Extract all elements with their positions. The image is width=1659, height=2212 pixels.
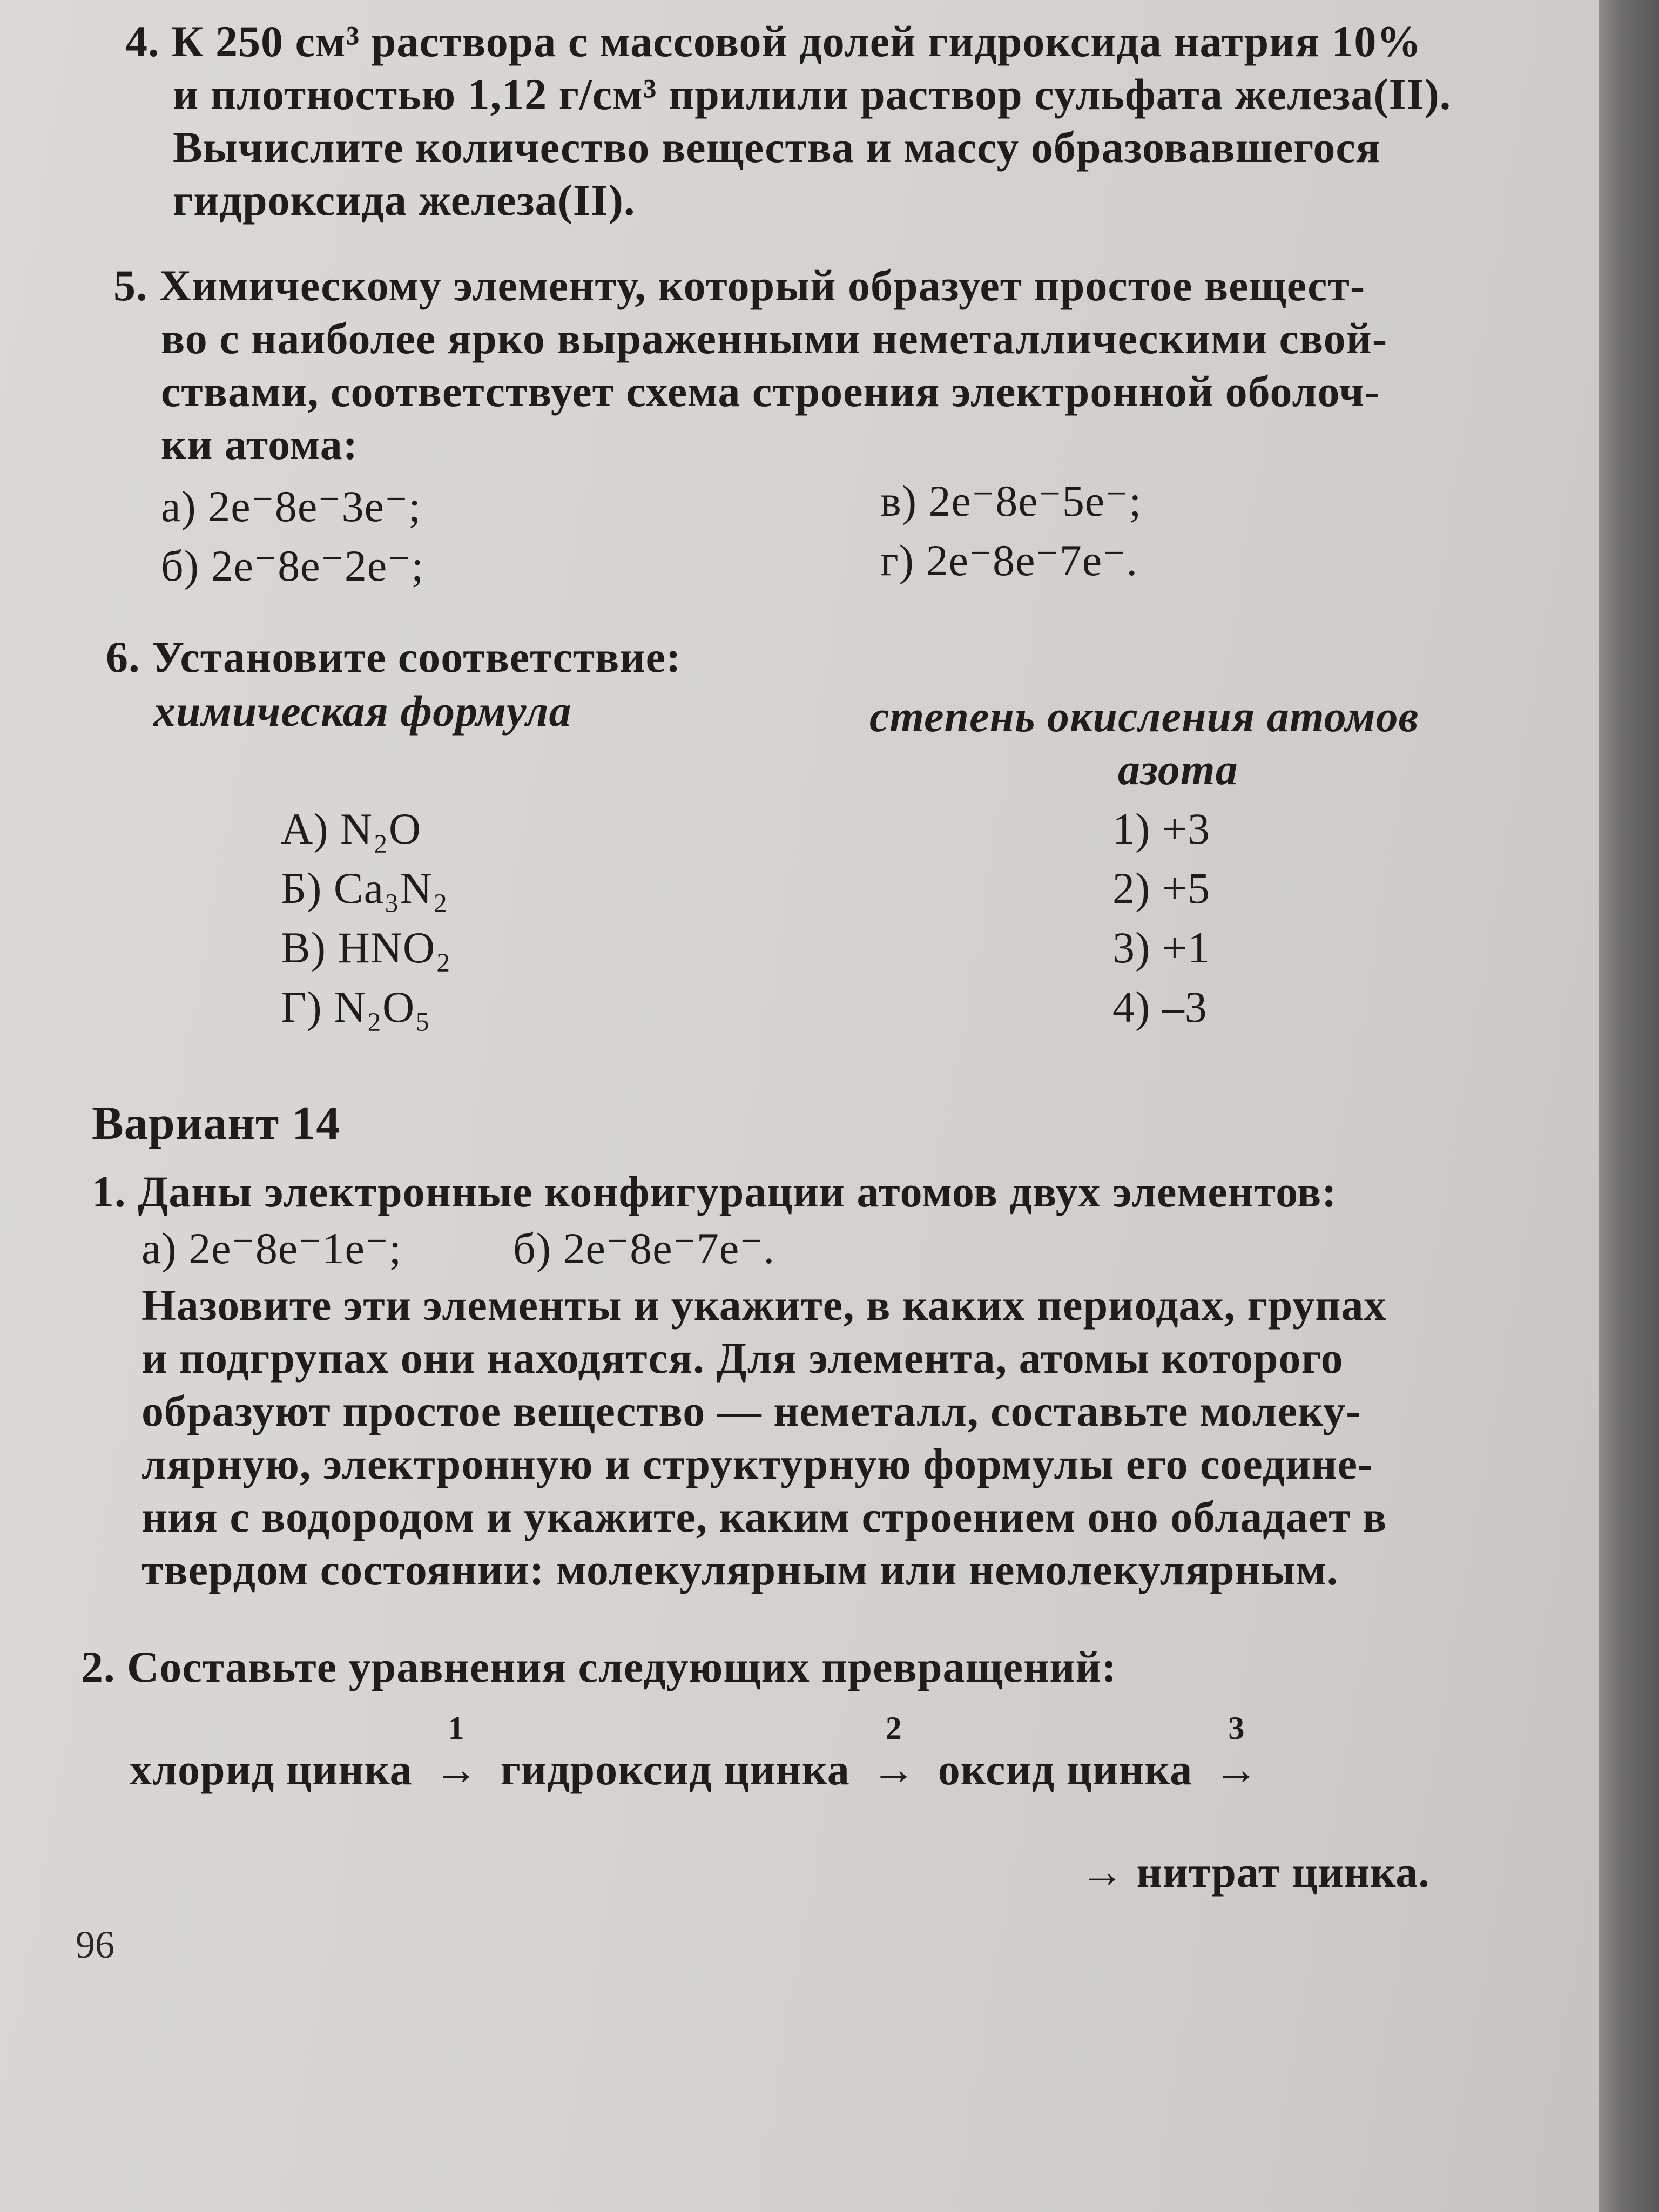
task6-state-1: 1) +3: [1112, 804, 1211, 853]
task5-option-b: б) 2e⁻8e⁻2e⁻;: [161, 541, 424, 590]
task5-number: 5.: [113, 261, 148, 310]
v14-task1-line7: ния с водородом и укажите, каким строением оно обладает в: [141, 1492, 1387, 1541]
task6-formula-g: Г) N₂O₅: [281, 982, 431, 1031]
page-edge-shadow: [1599, 0, 1659, 2212]
task6-state-3: 3) +1: [1112, 923, 1211, 972]
arrow-icon: →: [1214, 1745, 1259, 1794]
v14-task2-chain-end: [1080, 1847, 1430, 1898]
task6-col-right-header-1: степень окисления атомов: [869, 692, 1419, 741]
task6-col-right-header-2: азота: [1118, 745, 1238, 794]
v14-task1-line3: Назовите эти элементы и укажите, в каких периодах, групах: [141, 1280, 1387, 1330]
task5-line3: ствами, соответствует схема строения электронной оболоч-: [161, 367, 1380, 416]
substance-zinc-nitrate: нитрат цинка.: [1136, 1847, 1430, 1897]
task6-col-left-header: химическая формула: [153, 686, 572, 736]
task5-option-a: а) 2e⁻8e⁻3e⁻;: [161, 482, 422, 531]
reaction-number-3: 3: [1228, 1710, 1245, 1746]
arrow-icon: →: [434, 1745, 479, 1794]
v14-task1-option-b: б) 2e⁻8e⁻7e⁻.: [513, 1224, 775, 1273]
substance-zinc-oxide: оксид цинка: [938, 1745, 1193, 1794]
task4-line3: Вычислите количество вещества и массу образовавшегося: [173, 123, 1381, 172]
task5-text-1: Химическому элементу, который образует простое вещест-: [159, 261, 1366, 310]
task6-formula-v: В) HNO₂: [281, 923, 451, 972]
v14-task1-line8: твердом состоянии: молекулярным или немолекулярным.: [141, 1545, 1339, 1594]
reaction-number-2: 2: [885, 1710, 902, 1746]
v14-task1-text-1: Даны электронные конфигурации атомов двух элементов:: [138, 1167, 1337, 1216]
v14-task1-number: 1.: [92, 1167, 126, 1216]
task4-number: 4.: [125, 17, 160, 66]
task5-line4: ки атома:: [161, 420, 359, 469]
v14-task1-line4: и подгрупах они находятся. Для элемента, атомы которого: [141, 1333, 1344, 1382]
v14-task2-number: 2.: [81, 1642, 116, 1691]
substance-zinc-hydroxide: гидроксид цинка: [500, 1745, 850, 1794]
task4-line4: гидроксида железа(II).: [173, 176, 636, 225]
task6-formula-a: А) N₂O: [281, 804, 422, 853]
task6-line1: [106, 632, 681, 683]
variant-title: Вариант 14: [92, 1097, 341, 1150]
task5-option-g: г) 2e⁻8e⁻7e⁻.: [880, 536, 1138, 585]
v14-task2-title: Составьте уравнения следующих превращений:: [127, 1642, 1117, 1691]
task4-line1: [125, 16, 1421, 67]
v14-task1-line1: [92, 1166, 1337, 1217]
v14-task2-line1: [81, 1642, 1117, 1692]
v14-task1-line5: образуют простое вещество — неметалл, составьте молеку-: [141, 1386, 1361, 1435]
v14-task1-line6: лярную, электронную и структурную формулы его соедине-: [141, 1439, 1373, 1488]
arrow-icon: →: [871, 1745, 916, 1794]
task5-line2: во с наиболее ярко выраженными неметаллическими свой-: [161, 314, 1388, 363]
task5-option-v: в) 2e⁻8e⁻5e⁻;: [880, 476, 1142, 525]
reaction-arrow-2: [861, 1710, 926, 1795]
task5-line1: [113, 260, 1365, 311]
task6-number: 6.: [106, 632, 140, 682]
task4-line2: и плотностью 1,12 г/см³ прилили раствор сульфата железа(II).: [173, 70, 1452, 119]
page-number: 96: [76, 1923, 114, 1966]
v14-task2-chain: [130, 1710, 1269, 1795]
substance-zinc-chloride: хлорид цинка: [130, 1745, 413, 1794]
task6-title: Установите соответствие:: [152, 632, 682, 682]
task6-formula-b: Б) Ca₃N₂: [281, 864, 449, 913]
reaction-arrow-3: [1204, 1710, 1269, 1795]
v14-task1-option-a: а) 2e⁻8e⁻1e⁻;: [141, 1224, 402, 1273]
reaction-arrow-1: [424, 1710, 489, 1795]
task6-state-4: 4) –3: [1112, 982, 1208, 1031]
task6-state-2: 2) +5: [1112, 864, 1211, 913]
reaction-number-1: 1: [448, 1710, 465, 1746]
task4-text-1: К 250 см³ раствора с массовой долей гидроксида натрия 10%: [171, 17, 1422, 66]
arrow-icon: →: [1080, 1847, 1125, 1897]
